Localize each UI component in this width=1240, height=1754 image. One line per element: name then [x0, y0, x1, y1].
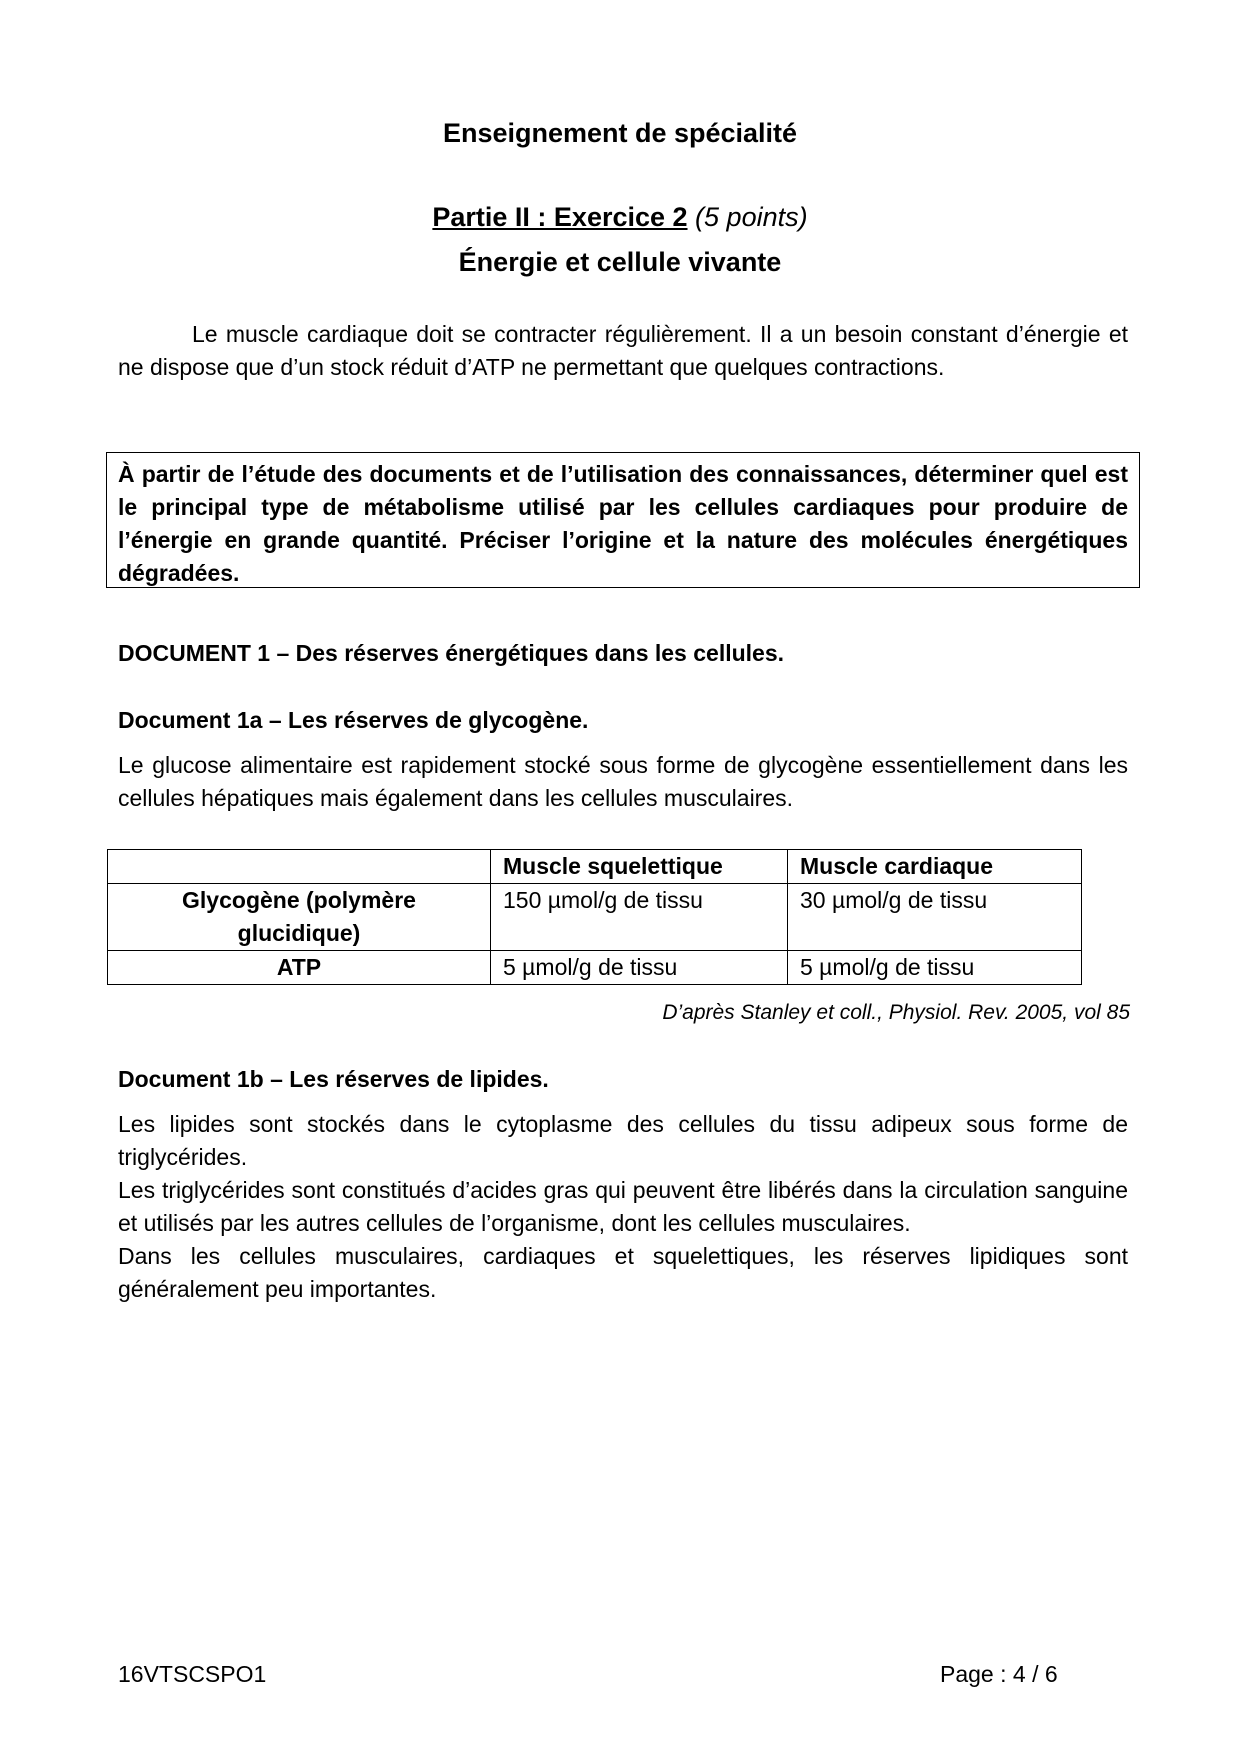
- exercise-subtitle: Énergie et cellule vivante: [458, 247, 782, 277]
- table-cell: 30 µmol/g de tissu: [788, 884, 1082, 951]
- task-text: À partir de l’étude des documents et de l’utilisation des connaissances, déterminer quel est le principal type de métabolisme utilisé par les cellules cardiaques pour produire de l’énergie en grande quantité. Préciser l’origine et la nature des molécules énergétiques dégradées.: [118, 461, 1128, 586]
- table-cell: 150 µmol/g de tissu: [491, 884, 788, 951]
- table-row: [108, 884, 1082, 951]
- table-row: [108, 951, 1082, 985]
- document1-title: DOCUMENT 1 – Des réserves énergétiques dans les cellules.: [118, 640, 785, 666]
- table-cell: 5 µmol/g de tissu: [491, 951, 788, 985]
- document1a-text: Le glucose alimentaire est rapidement stocké sous forme de glycogène essentiellement dans les cellules hépatiques mais également dans les cellules musculaires.: [118, 752, 1128, 811]
- table-row-label: Glycogène (polymère glucidique): [108, 884, 491, 951]
- footer-code: 16VTSCSPO1: [118, 1661, 267, 1687]
- part-label: Partie II : Exercice 2: [432, 202, 688, 232]
- table-cell: 5 µmol/g de tissu: [788, 951, 1082, 985]
- points-label: (5 points): [695, 202, 808, 232]
- table-header-cell: Muscle squelettique: [491, 850, 788, 884]
- table-header-row: [108, 850, 1082, 884]
- intro-paragraph: Le muscle cardiaque doit se contracter régulièrement. Il a un besoin constant d’énergie et ne dispose que d’un stock réduit d’ATP ne permettant que quelques contractions.: [118, 321, 1128, 380]
- glycogen-table: [107, 849, 1082, 985]
- table-row-label: ATP: [108, 951, 491, 985]
- section-title: Enseignement de spécialité: [442, 118, 798, 148]
- document1b-title: Document 1b – Les réserves de lipides.: [118, 1066, 549, 1092]
- table-source: D’après Stanley et coll., Physiol. Rev. 2005, vol 85: [662, 1001, 1130, 1024]
- document1a-title: Document 1a – Les réserves de glycogène.: [118, 707, 589, 733]
- document1b-paragraph: Les lipides sont stockés dans le cytoplasme des cellules du tissu adipeux sous forme de triglycérides.: [118, 1111, 1128, 1170]
- footer-page-number: Page : 4 / 6: [940, 1661, 1058, 1687]
- document1b-paragraph: Les triglycérides sont constitués d’acides gras qui peuvent être libérés dans la circulation sanguine et utilisés par les autres cellules de l’organisme, dont les cellules musculaires.: [118, 1177, 1128, 1236]
- task-box: [106, 452, 1140, 588]
- document1b-text: [118, 1108, 1128, 1306]
- table-header-cell: [108, 850, 491, 884]
- table-header-cell: Muscle cardiaque: [788, 850, 1082, 884]
- document1b-paragraph: Dans les cellules musculaires, cardiaques et squelettiques, les réserves lipidiques sont généralement peu importantes.: [118, 1243, 1128, 1302]
- exercise-heading: [0, 202, 1240, 233]
